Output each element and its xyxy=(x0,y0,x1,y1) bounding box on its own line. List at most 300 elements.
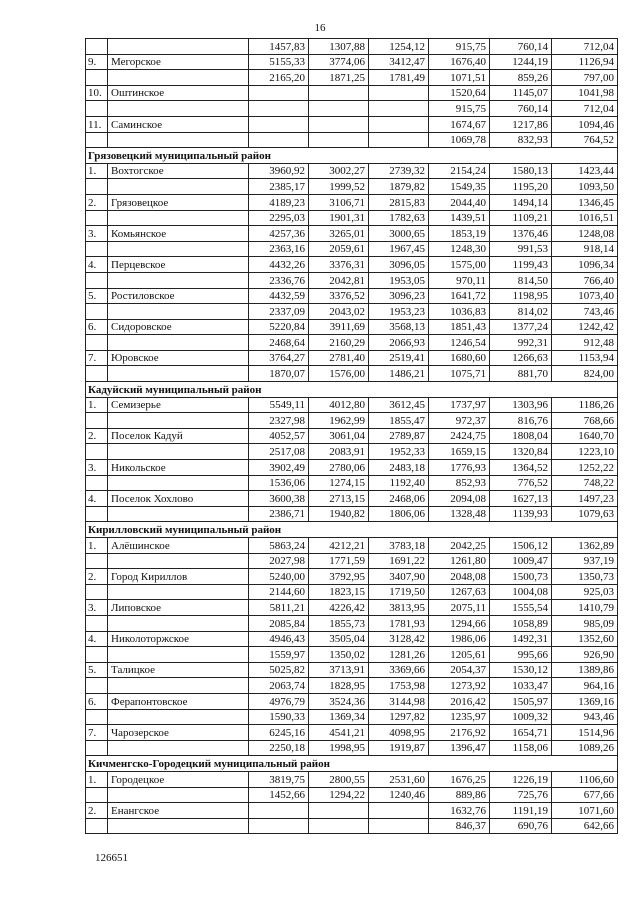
value-cell: 1940,82 xyxy=(309,506,369,522)
row-number xyxy=(86,444,108,460)
value-cell: 4946,43 xyxy=(249,631,309,647)
value-cell: 1073,40 xyxy=(552,288,618,304)
row-number xyxy=(86,101,108,117)
value-cell: 2054,37 xyxy=(429,662,490,678)
value-cell: 2094,08 xyxy=(429,491,490,507)
settlement-name xyxy=(108,475,249,491)
table-row xyxy=(86,366,618,382)
value-cell: 5155,33 xyxy=(249,54,309,70)
table-row xyxy=(86,740,618,756)
value-cell: 1235,97 xyxy=(429,709,490,725)
value-cell: 846,37 xyxy=(429,818,490,834)
row-number: 4. xyxy=(86,491,108,507)
value-cell: 3600,38 xyxy=(249,491,309,507)
value-cell: 1676,25 xyxy=(429,771,490,787)
table-row xyxy=(86,39,618,55)
value-cell: 2713,15 xyxy=(309,491,369,507)
value-cell: 2468,06 xyxy=(369,491,429,507)
value-cell: 1248,30 xyxy=(429,241,490,257)
district-name: Грязовецкий муниципальный район xyxy=(86,148,618,164)
value-cell: 2800,55 xyxy=(309,771,369,787)
table-row xyxy=(86,709,618,725)
value-cell: 5863,24 xyxy=(249,538,309,554)
settlement-name xyxy=(108,787,249,803)
row-number xyxy=(86,179,108,195)
table-row xyxy=(86,413,618,429)
value-cell: 1853,19 xyxy=(429,226,490,242)
value-cell: 1346,45 xyxy=(552,194,618,210)
value-cell: 1555,54 xyxy=(490,600,552,616)
value-cell: 1036,83 xyxy=(429,304,490,320)
value-cell: 3144,98 xyxy=(369,693,429,709)
value-cell: 1781,49 xyxy=(369,70,429,86)
value-cell: 776,52 xyxy=(490,475,552,491)
value-cell: 2739,32 xyxy=(369,163,429,179)
value-cell: 712,04 xyxy=(552,101,618,117)
value-cell: 1004,08 xyxy=(490,584,552,600)
value-cell: 1855,73 xyxy=(309,615,369,631)
row-number: 1. xyxy=(86,163,108,179)
value-cell: 1369,16 xyxy=(552,693,618,709)
value-cell: 1506,12 xyxy=(490,538,552,554)
value-cell: 3061,04 xyxy=(309,428,369,444)
table-row xyxy=(86,132,618,148)
value-cell: 1452,66 xyxy=(249,787,309,803)
table-row xyxy=(86,444,618,460)
settlement-name xyxy=(108,678,249,694)
value-cell: 972,37 xyxy=(429,413,490,429)
value-cell: 2042,25 xyxy=(429,538,490,554)
value-cell: 1328,48 xyxy=(429,506,490,522)
settlement-name xyxy=(108,413,249,429)
table-row xyxy=(86,678,618,694)
row-number: 7. xyxy=(86,725,108,741)
table-row xyxy=(86,194,618,210)
value-cell: 2295,03 xyxy=(249,210,309,226)
value-cell: 3369,66 xyxy=(369,662,429,678)
settlement-name: Липовское xyxy=(108,600,249,616)
value-cell: 1153,94 xyxy=(552,350,618,366)
value-cell: 1776,93 xyxy=(429,460,490,476)
settlement-name: Юровское xyxy=(108,350,249,366)
table-row xyxy=(86,116,618,132)
row-number xyxy=(86,132,108,148)
value-cell: 1109,21 xyxy=(490,210,552,226)
settlement-name: Саминское xyxy=(108,116,249,132)
row-number xyxy=(86,740,108,756)
row-number xyxy=(86,787,108,803)
settlement-name xyxy=(108,210,249,226)
value-cell: 2027,98 xyxy=(249,553,309,569)
settlement-name: Город Кириллов xyxy=(108,569,249,585)
value-cell: 1096,34 xyxy=(552,257,618,273)
value-cell: 3612,45 xyxy=(369,397,429,413)
value-cell: 2176,92 xyxy=(429,725,490,741)
value-cell: 1186,26 xyxy=(552,397,618,413)
value-cell: 824,00 xyxy=(552,366,618,382)
row-number: 3. xyxy=(86,600,108,616)
settlement-name: Грязовецкое xyxy=(108,194,249,210)
value-cell: 743,46 xyxy=(552,304,618,320)
value-cell: 1806,06 xyxy=(369,506,429,522)
value-cell xyxy=(309,818,369,834)
settlement-name xyxy=(108,553,249,569)
value-cell: 3911,69 xyxy=(309,319,369,335)
value-cell: 1781,93 xyxy=(369,615,429,631)
value-cell: 2483,18 xyxy=(369,460,429,476)
row-number: 2. xyxy=(86,194,108,210)
value-cell: 4432,59 xyxy=(249,288,309,304)
row-number: 1. xyxy=(86,771,108,787)
value-cell: 2531,60 xyxy=(369,771,429,787)
table-row xyxy=(86,647,618,663)
settlement-name: Енангское xyxy=(108,803,249,819)
row-number xyxy=(86,506,108,522)
value-cell: 1226,19 xyxy=(490,771,552,787)
value-cell: 1500,73 xyxy=(490,569,552,585)
row-number: 6. xyxy=(86,693,108,709)
value-cell: 797,00 xyxy=(552,70,618,86)
value-cell: 1870,07 xyxy=(249,366,309,382)
table-row xyxy=(86,257,618,273)
settlement-name xyxy=(108,39,249,55)
table-row xyxy=(86,54,618,70)
value-cell: 1590,33 xyxy=(249,709,309,725)
value-cell: 1494,14 xyxy=(490,194,552,210)
value-cell: 926,90 xyxy=(552,647,618,663)
value-cell: 1252,22 xyxy=(552,460,618,476)
value-cell: 1217,86 xyxy=(490,116,552,132)
value-cell: 1999,52 xyxy=(309,179,369,195)
value-cell: 6245,16 xyxy=(249,725,309,741)
value-cell: 2165,20 xyxy=(249,70,309,86)
document-code: 126651 xyxy=(95,852,128,864)
value-cell: 1089,26 xyxy=(552,740,618,756)
value-cell: 2044,40 xyxy=(429,194,490,210)
value-cell: 3774,06 xyxy=(309,54,369,70)
value-cell xyxy=(369,818,429,834)
row-number: 7. xyxy=(86,350,108,366)
value-cell: 937,19 xyxy=(552,553,618,569)
value-cell: 1559,97 xyxy=(249,647,309,663)
value-cell: 2517,08 xyxy=(249,444,309,460)
row-number xyxy=(86,584,108,600)
value-cell: 1106,60 xyxy=(552,771,618,787)
value-cell: 1009,32 xyxy=(490,709,552,725)
table-row xyxy=(86,304,618,320)
value-cell: 4052,57 xyxy=(249,428,309,444)
value-cell: 1158,06 xyxy=(490,740,552,756)
value-cell: 1627,13 xyxy=(490,491,552,507)
value-cell: 1389,86 xyxy=(552,662,618,678)
value-cell: 1266,63 xyxy=(490,350,552,366)
district-header-row xyxy=(86,382,618,398)
value-cell xyxy=(369,116,429,132)
row-number xyxy=(86,678,108,694)
value-cell: 1737,97 xyxy=(429,397,490,413)
value-cell: 3376,52 xyxy=(309,288,369,304)
value-cell: 1901,31 xyxy=(309,210,369,226)
settlement-name xyxy=(108,272,249,288)
value-cell: 1771,59 xyxy=(309,553,369,569)
settlement-name: Ростиловское xyxy=(108,288,249,304)
settlement-name xyxy=(108,335,249,351)
table-row xyxy=(86,631,618,647)
value-cell: 2386,71 xyxy=(249,506,309,522)
settlement-name: Мегорское xyxy=(108,54,249,70)
district-header-row xyxy=(86,756,618,772)
value-cell: 1641,72 xyxy=(429,288,490,304)
value-cell: 1240,46 xyxy=(369,787,429,803)
value-cell: 3002,27 xyxy=(309,163,369,179)
settlement-name: Оштинское xyxy=(108,85,249,101)
value-cell: 3265,01 xyxy=(309,226,369,242)
value-cell: 3902,49 xyxy=(249,460,309,476)
value-cell: 1041,98 xyxy=(552,85,618,101)
value-cell: 1691,22 xyxy=(369,553,429,569)
value-cell: 2063,74 xyxy=(249,678,309,694)
row-number xyxy=(86,647,108,663)
value-cell: 1242,42 xyxy=(552,319,618,335)
settlement-name xyxy=(108,101,249,117)
value-cell: 2075,11 xyxy=(429,600,490,616)
table-row xyxy=(86,428,618,444)
table-row xyxy=(86,210,618,226)
value-cell: 1497,23 xyxy=(552,491,618,507)
table-row xyxy=(86,163,618,179)
value-cell: 1071,51 xyxy=(429,70,490,86)
table-row xyxy=(86,397,618,413)
district-header-row xyxy=(86,522,618,538)
row-number xyxy=(86,70,108,86)
value-cell: 1364,52 xyxy=(490,460,552,476)
value-cell: 4976,79 xyxy=(249,693,309,709)
value-cell: 1033,47 xyxy=(490,678,552,694)
value-cell: 1320,84 xyxy=(490,444,552,460)
value-cell: 2085,84 xyxy=(249,615,309,631)
value-cell xyxy=(369,101,429,117)
row-number: 1. xyxy=(86,397,108,413)
table-row xyxy=(86,272,618,288)
value-cell: 1294,66 xyxy=(429,615,490,631)
value-cell: 1676,40 xyxy=(429,54,490,70)
value-cell: 3407,90 xyxy=(369,569,429,585)
value-cell: 1514,96 xyxy=(552,725,618,741)
table-row xyxy=(86,818,618,834)
value-cell: 1079,63 xyxy=(552,506,618,522)
value-cell xyxy=(249,101,309,117)
value-cell: 5240,00 xyxy=(249,569,309,585)
value-cell: 1139,93 xyxy=(490,506,552,522)
value-cell: 1126,94 xyxy=(552,54,618,70)
table-row xyxy=(86,693,618,709)
value-cell: 1967,45 xyxy=(369,241,429,257)
row-number: 3. xyxy=(86,460,108,476)
value-cell: 912,48 xyxy=(552,335,618,351)
settlement-name xyxy=(108,818,249,834)
row-number: 3. xyxy=(86,226,108,242)
value-cell: 766,40 xyxy=(552,272,618,288)
value-cell: 2327,98 xyxy=(249,413,309,429)
value-cell: 2154,24 xyxy=(429,163,490,179)
value-cell: 889,86 xyxy=(429,787,490,803)
value-cell: 1580,13 xyxy=(490,163,552,179)
row-number: 1. xyxy=(86,538,108,554)
value-cell: 2780,06 xyxy=(309,460,369,476)
value-cell: 1016,51 xyxy=(552,210,618,226)
value-cell: 1654,71 xyxy=(490,725,552,741)
settlement-name: Сидоровское xyxy=(108,319,249,335)
value-cell: 1953,05 xyxy=(369,272,429,288)
value-cell: 3792,95 xyxy=(309,569,369,585)
settlement-name: Алёшинское xyxy=(108,538,249,554)
value-cell: 1505,97 xyxy=(490,693,552,709)
value-cell: 1962,99 xyxy=(309,413,369,429)
value-cell: 3568,13 xyxy=(369,319,429,335)
table-row xyxy=(86,319,618,335)
value-cell: 1855,47 xyxy=(369,413,429,429)
value-cell xyxy=(309,132,369,148)
value-cell: 4098,95 xyxy=(369,725,429,741)
row-number: 10. xyxy=(86,85,108,101)
row-number xyxy=(86,818,108,834)
value-cell: 1246,54 xyxy=(429,335,490,351)
district-name: Кадуйский муниципальный район xyxy=(86,382,618,398)
value-cell: 1828,95 xyxy=(309,678,369,694)
value-cell: 2519,41 xyxy=(369,350,429,366)
value-cell: 1145,07 xyxy=(490,85,552,101)
settlement-name: Поселок Хохлово xyxy=(108,491,249,507)
value-cell xyxy=(309,803,369,819)
value-cell: 768,66 xyxy=(552,413,618,429)
table-row xyxy=(86,226,618,242)
settlement-name: Городецкое xyxy=(108,771,249,787)
value-cell: 1352,60 xyxy=(552,631,618,647)
value-cell: 1058,89 xyxy=(490,615,552,631)
row-number xyxy=(86,553,108,569)
table-row xyxy=(86,350,618,366)
value-cell: 1198,95 xyxy=(490,288,552,304)
value-cell: 816,76 xyxy=(490,413,552,429)
value-cell: 1640,70 xyxy=(552,428,618,444)
value-cell: 3813,95 xyxy=(369,600,429,616)
value-cell: 1223,10 xyxy=(552,444,618,460)
value-cell: 690,76 xyxy=(490,818,552,834)
value-cell: 1199,43 xyxy=(490,257,552,273)
settlement-name: Поселок Кадуй xyxy=(108,428,249,444)
value-cell: 3412,47 xyxy=(369,54,429,70)
value-cell: 1457,83 xyxy=(249,39,309,55)
table-row xyxy=(86,85,618,101)
value-cell: 1871,25 xyxy=(309,70,369,86)
table-row xyxy=(86,584,618,600)
table-row xyxy=(86,771,618,787)
value-cell: 1303,96 xyxy=(490,397,552,413)
value-cell: 4012,80 xyxy=(309,397,369,413)
value-cell: 915,75 xyxy=(429,39,490,55)
table-row xyxy=(86,475,618,491)
value-cell: 1261,80 xyxy=(429,553,490,569)
value-cell: 1274,15 xyxy=(309,475,369,491)
table-row xyxy=(86,101,618,117)
value-cell: 2815,83 xyxy=(369,194,429,210)
value-cell: 1536,06 xyxy=(249,475,309,491)
row-number: 2. xyxy=(86,803,108,819)
table-row xyxy=(86,538,618,554)
value-cell: 1094,46 xyxy=(552,116,618,132)
value-cell: 1069,78 xyxy=(429,132,490,148)
value-cell: 1851,43 xyxy=(429,319,490,335)
settlement-name: Комьянское xyxy=(108,226,249,242)
value-cell: 2424,75 xyxy=(429,428,490,444)
value-cell: 1205,61 xyxy=(429,647,490,663)
value-cell: 1369,34 xyxy=(309,709,369,725)
row-number xyxy=(86,272,108,288)
value-cell: 725,76 xyxy=(490,787,552,803)
table-row xyxy=(86,460,618,476)
settlement-name xyxy=(108,584,249,600)
row-number xyxy=(86,709,108,725)
settlement-name: Ферапонтовское xyxy=(108,693,249,709)
settlement-name xyxy=(108,740,249,756)
value-cell: 1307,88 xyxy=(309,39,369,55)
row-number: 4. xyxy=(86,631,108,647)
value-cell: 5220,84 xyxy=(249,319,309,335)
value-cell: 2336,76 xyxy=(249,272,309,288)
table-row xyxy=(86,506,618,522)
value-cell: 3096,23 xyxy=(369,288,429,304)
value-cell: 2781,40 xyxy=(309,350,369,366)
value-cell: 3376,31 xyxy=(309,257,369,273)
row-number xyxy=(86,615,108,631)
value-cell: 1823,15 xyxy=(309,584,369,600)
table-row xyxy=(86,241,618,257)
value-cell: 2144,60 xyxy=(249,584,309,600)
value-cell: 1191,19 xyxy=(490,803,552,819)
value-cell: 1281,26 xyxy=(369,647,429,663)
value-cell: 1659,15 xyxy=(429,444,490,460)
value-cell: 4189,23 xyxy=(249,194,309,210)
value-cell: 712,04 xyxy=(552,39,618,55)
value-cell: 3106,71 xyxy=(309,194,369,210)
value-cell: 2016,42 xyxy=(429,693,490,709)
value-cell xyxy=(249,85,309,101)
value-cell: 1998,95 xyxy=(309,740,369,756)
value-cell: 3524,36 xyxy=(309,693,369,709)
value-cell: 4226,42 xyxy=(309,600,369,616)
settlement-name xyxy=(108,241,249,257)
settlement-name: Талицкое xyxy=(108,662,249,678)
value-cell: 1297,82 xyxy=(369,709,429,725)
row-number: 6. xyxy=(86,319,108,335)
settlement-name xyxy=(108,70,249,86)
value-cell xyxy=(249,116,309,132)
value-cell xyxy=(369,132,429,148)
value-cell: 1530,12 xyxy=(490,662,552,678)
settlement-name xyxy=(108,506,249,522)
tariff-table xyxy=(85,38,618,834)
value-cell: 1093,50 xyxy=(552,179,618,195)
value-cell xyxy=(309,116,369,132)
value-cell: 760,14 xyxy=(490,39,552,55)
value-cell: 2048,08 xyxy=(429,569,490,585)
value-cell: 5025,82 xyxy=(249,662,309,678)
table-row xyxy=(86,288,618,304)
value-cell: 1273,92 xyxy=(429,678,490,694)
row-number xyxy=(86,39,108,55)
value-cell: 1753,98 xyxy=(369,678,429,694)
value-cell: 2083,91 xyxy=(309,444,369,460)
